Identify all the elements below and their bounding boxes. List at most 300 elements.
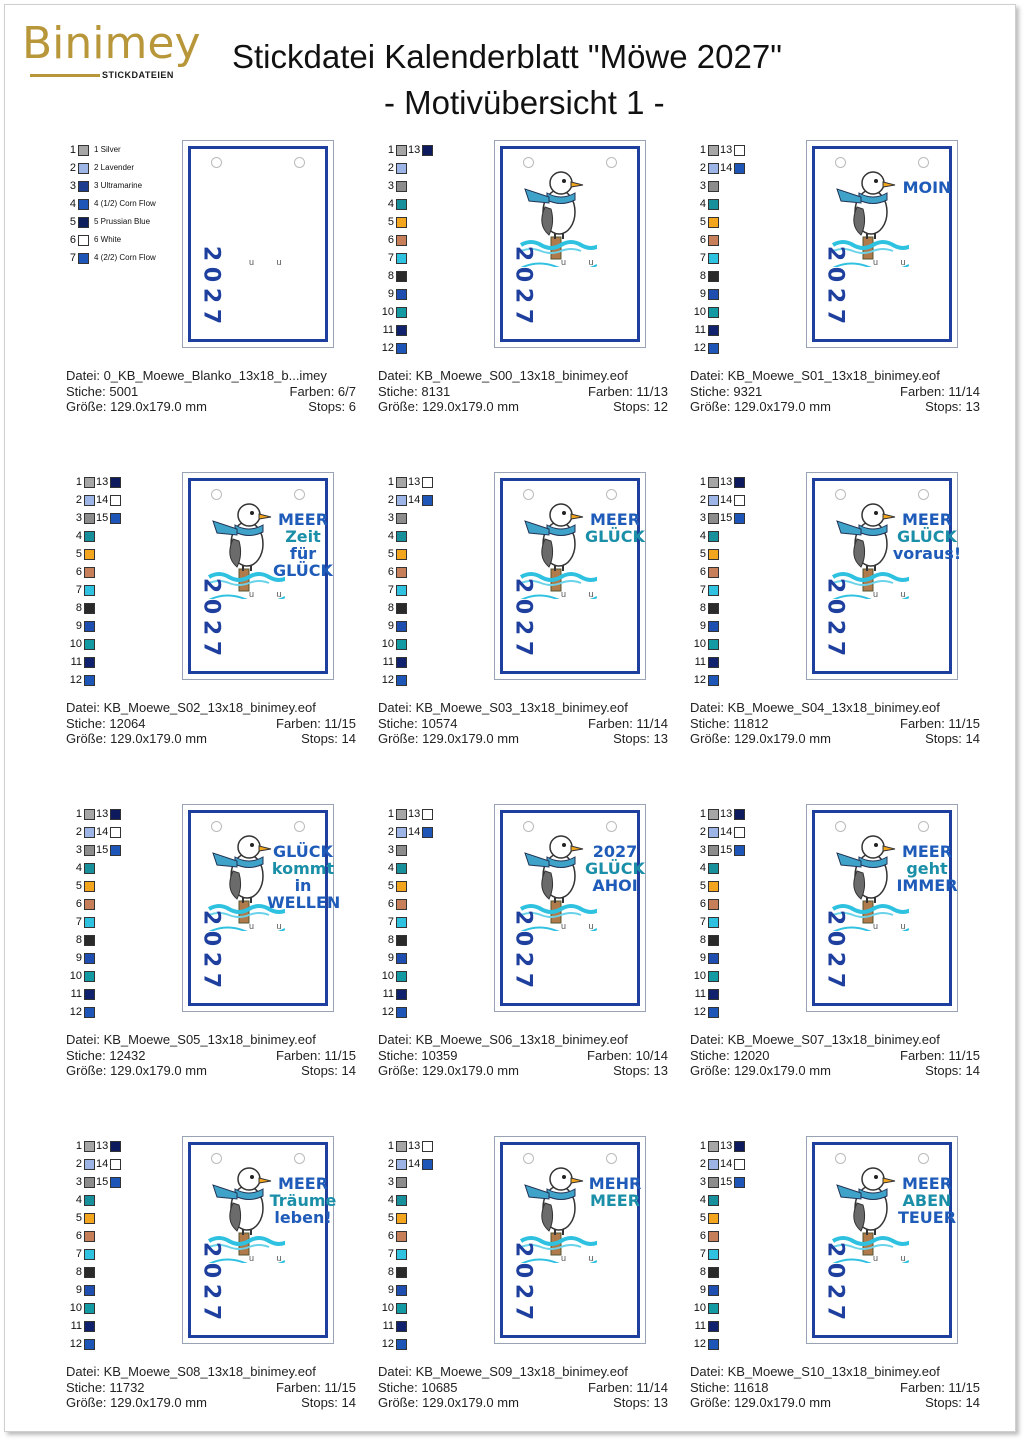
year-digit: 7 xyxy=(510,640,536,657)
color-swatch xyxy=(396,827,407,838)
thread-palette xyxy=(378,474,488,690)
palette-number: 13 xyxy=(720,144,733,156)
palette-number: 12 xyxy=(693,1006,706,1018)
slogan-line: MEER xyxy=(901,510,953,529)
design-size: Größe: 129.0x179.0 mm xyxy=(378,731,519,746)
color-swatch xyxy=(708,1141,719,1152)
palette-number: 2 xyxy=(75,494,82,506)
file-info xyxy=(690,368,980,415)
stitch-count: Stiche: 11732 xyxy=(66,1379,145,1395)
palette-number: 12 xyxy=(693,674,706,686)
calendar-sheet-preview[interactable] xyxy=(182,472,334,680)
palette-number: 2 xyxy=(387,826,394,838)
palette-row xyxy=(690,1210,800,1228)
palette-row xyxy=(66,1264,176,1282)
palette-number: 7 xyxy=(75,1248,82,1260)
color-swatch xyxy=(708,531,719,542)
placement-marks: u u xyxy=(561,921,604,931)
palette-number: 10 xyxy=(69,970,82,982)
palette-row xyxy=(690,582,800,600)
color-swatch xyxy=(396,217,407,228)
file-info xyxy=(690,1364,980,1411)
color-swatch xyxy=(396,199,407,210)
motif-cell xyxy=(690,1136,990,1426)
year-digit: 2 xyxy=(198,1283,224,1300)
palette-row xyxy=(690,286,800,304)
palette-row xyxy=(690,842,800,860)
year-digit: 0 xyxy=(510,266,536,283)
palette-row xyxy=(690,1264,800,1282)
palette-number: 4 xyxy=(69,198,76,210)
thread-name: 3 Ultramarine xyxy=(94,181,143,190)
palette-number: 6 xyxy=(387,1230,394,1242)
palette-number: 15 xyxy=(96,1176,109,1188)
color-swatch xyxy=(396,343,407,354)
embroidery-border xyxy=(500,146,640,342)
calendar-sheet-preview[interactable] xyxy=(806,804,958,1012)
palette-row xyxy=(690,636,800,654)
palette-number: 8 xyxy=(387,934,394,946)
embroidery-border xyxy=(188,478,333,674)
palette-row xyxy=(690,968,800,986)
file-info xyxy=(378,700,668,747)
slogan-line: MEER xyxy=(901,1174,953,1193)
palette-row xyxy=(66,950,176,968)
palette-number: 6 xyxy=(387,234,394,246)
color-swatch xyxy=(734,513,745,524)
file-name: Datei: KB_Moewe_S01_13x18_binimey.eof xyxy=(690,368,940,383)
thread-palette xyxy=(66,1138,176,1354)
palette-number: 7 xyxy=(387,252,394,264)
year-2027 xyxy=(198,907,224,991)
palette-number: 5 xyxy=(75,880,82,892)
file-name: Datei: KB_Moewe_S03_13x18_binimey.eof xyxy=(378,700,628,715)
year-digit: 2 xyxy=(822,1283,848,1300)
palette-number: 11 xyxy=(70,988,82,1000)
year-digit: 0 xyxy=(198,930,224,947)
palette-row xyxy=(66,142,176,160)
color-swatch xyxy=(110,495,121,506)
palette-number: 6 xyxy=(75,898,82,910)
palette-row xyxy=(690,564,800,582)
slogan-line: WELLEN xyxy=(267,893,341,912)
color-swatch xyxy=(396,657,407,668)
calendar-sheet-preview[interactable] xyxy=(806,472,962,680)
calendar-sheet-preview[interactable] xyxy=(494,1136,646,1344)
color-swatch xyxy=(396,917,407,928)
palette-number: 10 xyxy=(381,306,394,318)
motif-cell xyxy=(690,472,990,762)
logo-tagline: STICKDATEIEN xyxy=(102,70,174,80)
color-swatch xyxy=(84,495,95,506)
color-swatch xyxy=(84,989,95,1000)
palette-row xyxy=(690,304,800,322)
design-size: Größe: 129.0x179.0 mm xyxy=(690,399,831,414)
palette-row xyxy=(690,824,800,842)
stitch-count: Stiche: 8131 xyxy=(378,383,451,399)
palette-row xyxy=(690,806,800,824)
palette-row xyxy=(66,1318,176,1336)
motif-cell xyxy=(378,472,678,762)
palette-number: 13 xyxy=(96,1140,109,1152)
palette-row xyxy=(66,1246,176,1264)
slogan-line: IMMER xyxy=(896,876,958,895)
hanging-hole xyxy=(294,157,305,168)
color-swatch xyxy=(708,1267,719,1278)
palette-number: 10 xyxy=(693,638,706,650)
color-swatch xyxy=(396,289,407,300)
palette-row xyxy=(66,178,176,196)
color-swatch xyxy=(708,199,719,210)
palette-row xyxy=(690,322,800,340)
palette-number: 11 xyxy=(70,656,82,668)
palette-number: 14 xyxy=(408,494,421,506)
calendar-sheet-preview[interactable] xyxy=(806,1136,958,1344)
palette-row xyxy=(66,986,176,1004)
palette-row xyxy=(690,196,800,214)
slogan-line: MEER xyxy=(277,510,329,529)
palette-row xyxy=(66,1156,176,1174)
color-swatch xyxy=(422,477,433,488)
palette-number: 4 xyxy=(699,530,706,542)
slogan-line: Träume xyxy=(269,1191,337,1210)
palette-row xyxy=(690,1300,800,1318)
palette-number: 2 xyxy=(699,162,706,174)
palette-row xyxy=(690,932,800,950)
palette-number: 5 xyxy=(699,880,706,892)
color-swatch xyxy=(110,809,121,820)
file-name: Datei: KB_Moewe_S04_13x18_binimey.eof xyxy=(690,700,940,715)
year-digit: 2 xyxy=(822,1241,848,1258)
color-swatch xyxy=(708,549,719,560)
year-2027 xyxy=(198,243,224,327)
color-swatch xyxy=(396,235,407,246)
hanging-hole xyxy=(606,1153,617,1164)
year-digit: 7 xyxy=(822,972,848,989)
palette-number: 3 xyxy=(699,1176,706,1188)
color-swatch xyxy=(708,145,719,156)
palette-number: 5 xyxy=(387,1212,394,1224)
color-swatch xyxy=(84,639,95,650)
color-swatch xyxy=(708,235,719,246)
palette-row xyxy=(690,878,800,896)
color-count: Farben: 11/14 xyxy=(588,715,668,731)
color-swatch xyxy=(110,845,121,856)
palette-row xyxy=(378,582,488,600)
palette-row xyxy=(690,178,800,196)
palette-row xyxy=(378,1174,488,1192)
palette-row xyxy=(378,932,488,950)
palette-number: 1 xyxy=(699,144,706,156)
color-swatch xyxy=(84,1231,95,1242)
calendar-sheet-preview[interactable] xyxy=(182,140,334,348)
thread-palette xyxy=(690,474,800,690)
color-swatch xyxy=(396,881,407,892)
embroidery-border xyxy=(500,810,645,1006)
thread-palette xyxy=(66,474,176,690)
palette-number: 2 xyxy=(387,494,394,506)
color-swatch xyxy=(708,567,719,578)
thread-name: 4 (1/2) Corn Flow xyxy=(94,199,156,208)
color-swatch xyxy=(396,513,407,524)
embroidery-border xyxy=(188,146,328,342)
color-swatch xyxy=(396,1231,407,1242)
color-swatch xyxy=(396,1267,407,1278)
calendar-sheet-preview[interactable] xyxy=(182,804,341,1012)
palette-row xyxy=(378,824,488,842)
palette-row xyxy=(690,232,800,250)
stop-count: Stops: 13 xyxy=(613,731,668,746)
slogan-line: GLÜCK xyxy=(897,527,957,546)
thread-palette xyxy=(690,142,800,358)
palette-row xyxy=(378,1246,488,1264)
palette-number: 6 xyxy=(75,1230,82,1242)
stitch-count: Stiche: 11618 xyxy=(690,1379,769,1395)
slogan-text xyxy=(267,843,339,911)
palette-row xyxy=(690,492,800,510)
color-swatch xyxy=(396,1249,407,1260)
palette-number: 5 xyxy=(75,548,82,560)
palette-row xyxy=(690,672,800,690)
year-digit: 2 xyxy=(822,619,848,636)
palette-row xyxy=(378,322,488,340)
placement-marks: u u xyxy=(561,589,604,599)
palette-number: 1 xyxy=(69,144,76,156)
palette-row xyxy=(690,950,800,968)
color-count: Farben: 11/14 xyxy=(588,1379,668,1395)
palette-number: 12 xyxy=(69,674,82,686)
file-name: Datei: KB_Moewe_S07_13x18_binimey.eof xyxy=(690,1032,940,1047)
stitch-count: Stiche: 10574 xyxy=(378,715,458,731)
slogan-line: leben! xyxy=(274,1208,332,1227)
palette-number: 13 xyxy=(96,476,109,488)
color-swatch xyxy=(396,1177,407,1188)
color-swatch xyxy=(708,845,719,856)
motif-cell xyxy=(66,1136,366,1426)
palette-number: 2 xyxy=(75,826,82,838)
color-swatch xyxy=(708,1339,719,1350)
palette-row xyxy=(378,636,488,654)
file-name: Datei: 0_KB_Moewe_Blanko_13x18_b...imey xyxy=(66,368,327,383)
color-swatch xyxy=(708,253,719,264)
palette-number: 9 xyxy=(387,1284,394,1296)
color-swatch xyxy=(708,181,719,192)
palette-number: 4 xyxy=(75,530,82,542)
palette-number: 3 xyxy=(699,512,706,524)
color-swatch xyxy=(84,1007,95,1018)
palette-row xyxy=(690,1156,800,1174)
embroidery-border xyxy=(500,478,645,674)
palette-row xyxy=(690,618,800,636)
color-swatch xyxy=(396,863,407,874)
placement-marks: u u xyxy=(249,1253,292,1263)
placement-marks: u u xyxy=(873,589,916,599)
year-digit: 7 xyxy=(198,308,224,325)
palette-number: 9 xyxy=(387,952,394,964)
palette-number: 14 xyxy=(408,826,421,838)
palette-number: 4 xyxy=(387,198,394,210)
palette-number: 8 xyxy=(699,1266,706,1278)
file-info xyxy=(66,700,356,747)
color-swatch xyxy=(84,1159,95,1170)
palette-row xyxy=(378,196,488,214)
stop-count: Stops: 13 xyxy=(925,399,980,414)
palette-number: 1 xyxy=(387,476,394,488)
stitch-count: Stiche: 11812 xyxy=(690,715,769,731)
palette-number: 7 xyxy=(387,584,394,596)
page-subtitle: - Motivübersicht 1 - xyxy=(384,84,665,121)
color-swatch xyxy=(78,235,89,246)
color-swatch xyxy=(84,1321,95,1332)
palette-row xyxy=(66,1174,176,1192)
color-swatch xyxy=(422,495,433,506)
color-swatch xyxy=(708,603,719,614)
year-digit: 0 xyxy=(822,598,848,615)
stitch-count: Stiche: 9321 xyxy=(690,383,763,399)
stop-count: Stops: 12 xyxy=(613,399,668,414)
palette-row xyxy=(378,1318,488,1336)
palette-number: 7 xyxy=(387,916,394,928)
stop-count: Stops: 14 xyxy=(301,1395,356,1410)
color-swatch xyxy=(734,145,745,156)
palette-number: 15 xyxy=(96,512,109,524)
palette-row xyxy=(690,214,800,232)
color-swatch xyxy=(84,1267,95,1278)
palette-row xyxy=(690,510,800,528)
palette-number: 9 xyxy=(387,288,394,300)
calendar-sheet-preview[interactable] xyxy=(494,140,646,348)
palette-row xyxy=(66,896,176,914)
color-swatch xyxy=(734,1159,745,1170)
embroidery-border xyxy=(812,810,958,1006)
file-info xyxy=(378,1364,668,1411)
year-digit: 2 xyxy=(822,951,848,968)
palette-row xyxy=(378,968,488,986)
year-2027 xyxy=(510,575,536,659)
slogan-line: voraus! xyxy=(892,544,962,563)
palette-number: 2 xyxy=(387,162,394,174)
color-swatch xyxy=(78,199,89,210)
palette-row xyxy=(66,160,176,178)
palette-number: 4 xyxy=(387,1194,394,1206)
palette-number: 12 xyxy=(693,1338,706,1350)
palette-row xyxy=(378,178,488,196)
palette-row xyxy=(378,142,488,160)
color-count: Farben: 11/15 xyxy=(900,1379,980,1395)
calendar-sheet-preview[interactable] xyxy=(494,804,646,1012)
palette-number: 8 xyxy=(387,1266,394,1278)
palette-row xyxy=(690,250,800,268)
color-swatch xyxy=(708,971,719,982)
design-size: Größe: 129.0x179.0 mm xyxy=(66,399,207,414)
palette-row xyxy=(66,474,176,492)
slogan-line: TEUER xyxy=(897,1208,957,1227)
palette-row xyxy=(378,618,488,636)
palette-row xyxy=(66,546,176,564)
palette-number: 3 xyxy=(69,180,76,192)
color-swatch xyxy=(84,513,95,524)
palette-number: 11 xyxy=(694,324,706,336)
palette-row xyxy=(690,600,800,618)
year-digit: 2 xyxy=(510,1283,536,1300)
calendar-sheet-preview[interactable] xyxy=(494,472,646,680)
slogan-line: Zeit xyxy=(285,527,321,546)
calendar-sheet-preview[interactable] xyxy=(182,1136,337,1344)
embroidery-border xyxy=(812,478,962,674)
year-2027 xyxy=(198,575,224,659)
stitch-count: Stiche: 12432 xyxy=(66,1047,146,1063)
file-name: Datei: KB_Moewe_S00_13x18_binimey.eof xyxy=(378,368,628,383)
palette-number: 12 xyxy=(693,342,706,354)
palette-row xyxy=(66,582,176,600)
design-size: Größe: 129.0x179.0 mm xyxy=(66,731,207,746)
slogan-line: MOIN xyxy=(902,178,952,197)
palette-number: 4 xyxy=(75,1194,82,1206)
palette-row xyxy=(66,600,176,618)
year-2027 xyxy=(822,1239,848,1323)
color-swatch xyxy=(84,657,95,668)
palette-number: 14 xyxy=(720,1158,733,1170)
slogan-text xyxy=(891,843,963,894)
palette-row xyxy=(690,654,800,672)
color-swatch xyxy=(84,1249,95,1260)
palette-number: 1 xyxy=(699,1140,706,1152)
color-swatch xyxy=(396,1195,407,1206)
calendar-sheet-preview[interactable] xyxy=(806,140,958,348)
palette-number: 10 xyxy=(69,1302,82,1314)
color-swatch xyxy=(396,989,407,1000)
year-digit: 2 xyxy=(510,619,536,636)
stitch-count: Stiche: 10685 xyxy=(378,1379,458,1395)
palette-number: 6 xyxy=(699,1230,706,1242)
color-swatch xyxy=(708,1213,719,1224)
year-digit: 2 xyxy=(198,909,224,926)
year-digit: 2 xyxy=(822,577,848,594)
color-swatch xyxy=(84,863,95,874)
year-digit: 2 xyxy=(198,577,224,594)
palette-row xyxy=(66,824,176,842)
color-swatch xyxy=(422,145,433,156)
hanging-hole xyxy=(918,821,929,832)
color-swatch xyxy=(708,657,719,668)
palette-number: 6 xyxy=(699,898,706,910)
palette-row xyxy=(690,1318,800,1336)
year-digit: 7 xyxy=(510,1304,536,1321)
motif-cell xyxy=(66,472,366,762)
palette-number: 8 xyxy=(387,270,394,282)
year-2027 xyxy=(510,1239,536,1323)
year-digit: 2 xyxy=(198,287,224,304)
design-size: Größe: 129.0x179.0 mm xyxy=(690,1063,831,1078)
palette-number: 10 xyxy=(381,1302,394,1314)
year-digit: 2 xyxy=(198,1241,224,1258)
palette-row xyxy=(66,968,176,986)
hanging-hole xyxy=(918,157,929,168)
color-swatch xyxy=(396,549,407,560)
embroidery-border xyxy=(188,1142,337,1338)
palette-number: 14 xyxy=(96,494,109,506)
palette-number: 11 xyxy=(70,1320,82,1332)
palette-row xyxy=(378,1264,488,1282)
file-info xyxy=(66,1364,356,1411)
palette-number: 12 xyxy=(69,1006,82,1018)
palette-number: 2 xyxy=(75,1158,82,1170)
embroidery-border xyxy=(500,1142,640,1338)
palette-number: 10 xyxy=(693,306,706,318)
year-digit: 0 xyxy=(822,1262,848,1279)
palette-number: 3 xyxy=(387,180,394,192)
stop-count: Stops: 14 xyxy=(925,1063,980,1078)
